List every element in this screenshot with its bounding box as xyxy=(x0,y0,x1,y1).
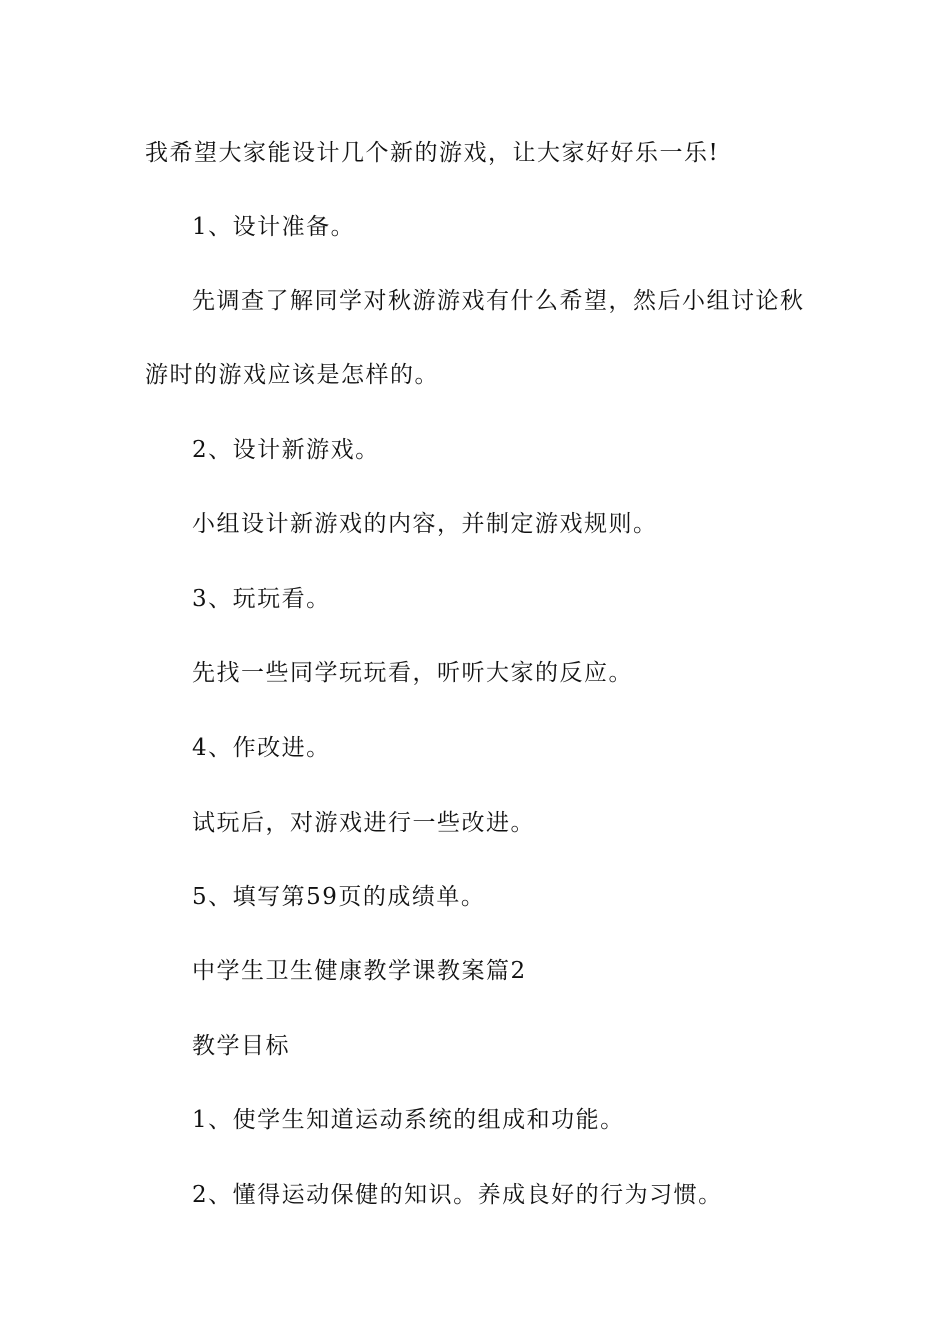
paragraph-continuation: 我希望大家能设计几个新的游戏，让大家好好乐一乐! xyxy=(145,140,720,166)
objective-item-1: 1、使学生知道运动系统的组成和功能。 xyxy=(192,1107,625,1133)
step-heading-3: 3、玩玩看。 xyxy=(192,586,331,612)
paragraph-line: 小组设计新游戏的内容，并制定游戏规则。 xyxy=(192,511,658,537)
paragraph-line: 试玩后，对游戏进行一些改进。 xyxy=(192,810,535,836)
paragraph-line-wrap: 游时的游戏应该是怎样的。 xyxy=(145,362,439,388)
step-heading-5: 5、填写第59页的成绩单。 xyxy=(192,884,486,910)
step-heading-4: 4、作改进。 xyxy=(192,735,331,761)
paragraph-line: 先找一些同学玩玩看，听听大家的反应。 xyxy=(192,660,633,686)
step-heading-2: 2、设计新游戏。 xyxy=(192,437,380,463)
objective-item-2: 2、懂得运动保健的知识。养成良好的行为习惯。 xyxy=(192,1182,723,1208)
paragraph-line: 先调查了解同学对秋游游戏有什么希望，然后小组讨论秋 xyxy=(192,288,805,314)
step-heading-1: 1、设计准备。 xyxy=(192,214,356,240)
section-title: 中学生卫生健康教学课教案篇2 xyxy=(192,958,527,984)
subsection-heading: 教学目标 xyxy=(192,1033,290,1059)
